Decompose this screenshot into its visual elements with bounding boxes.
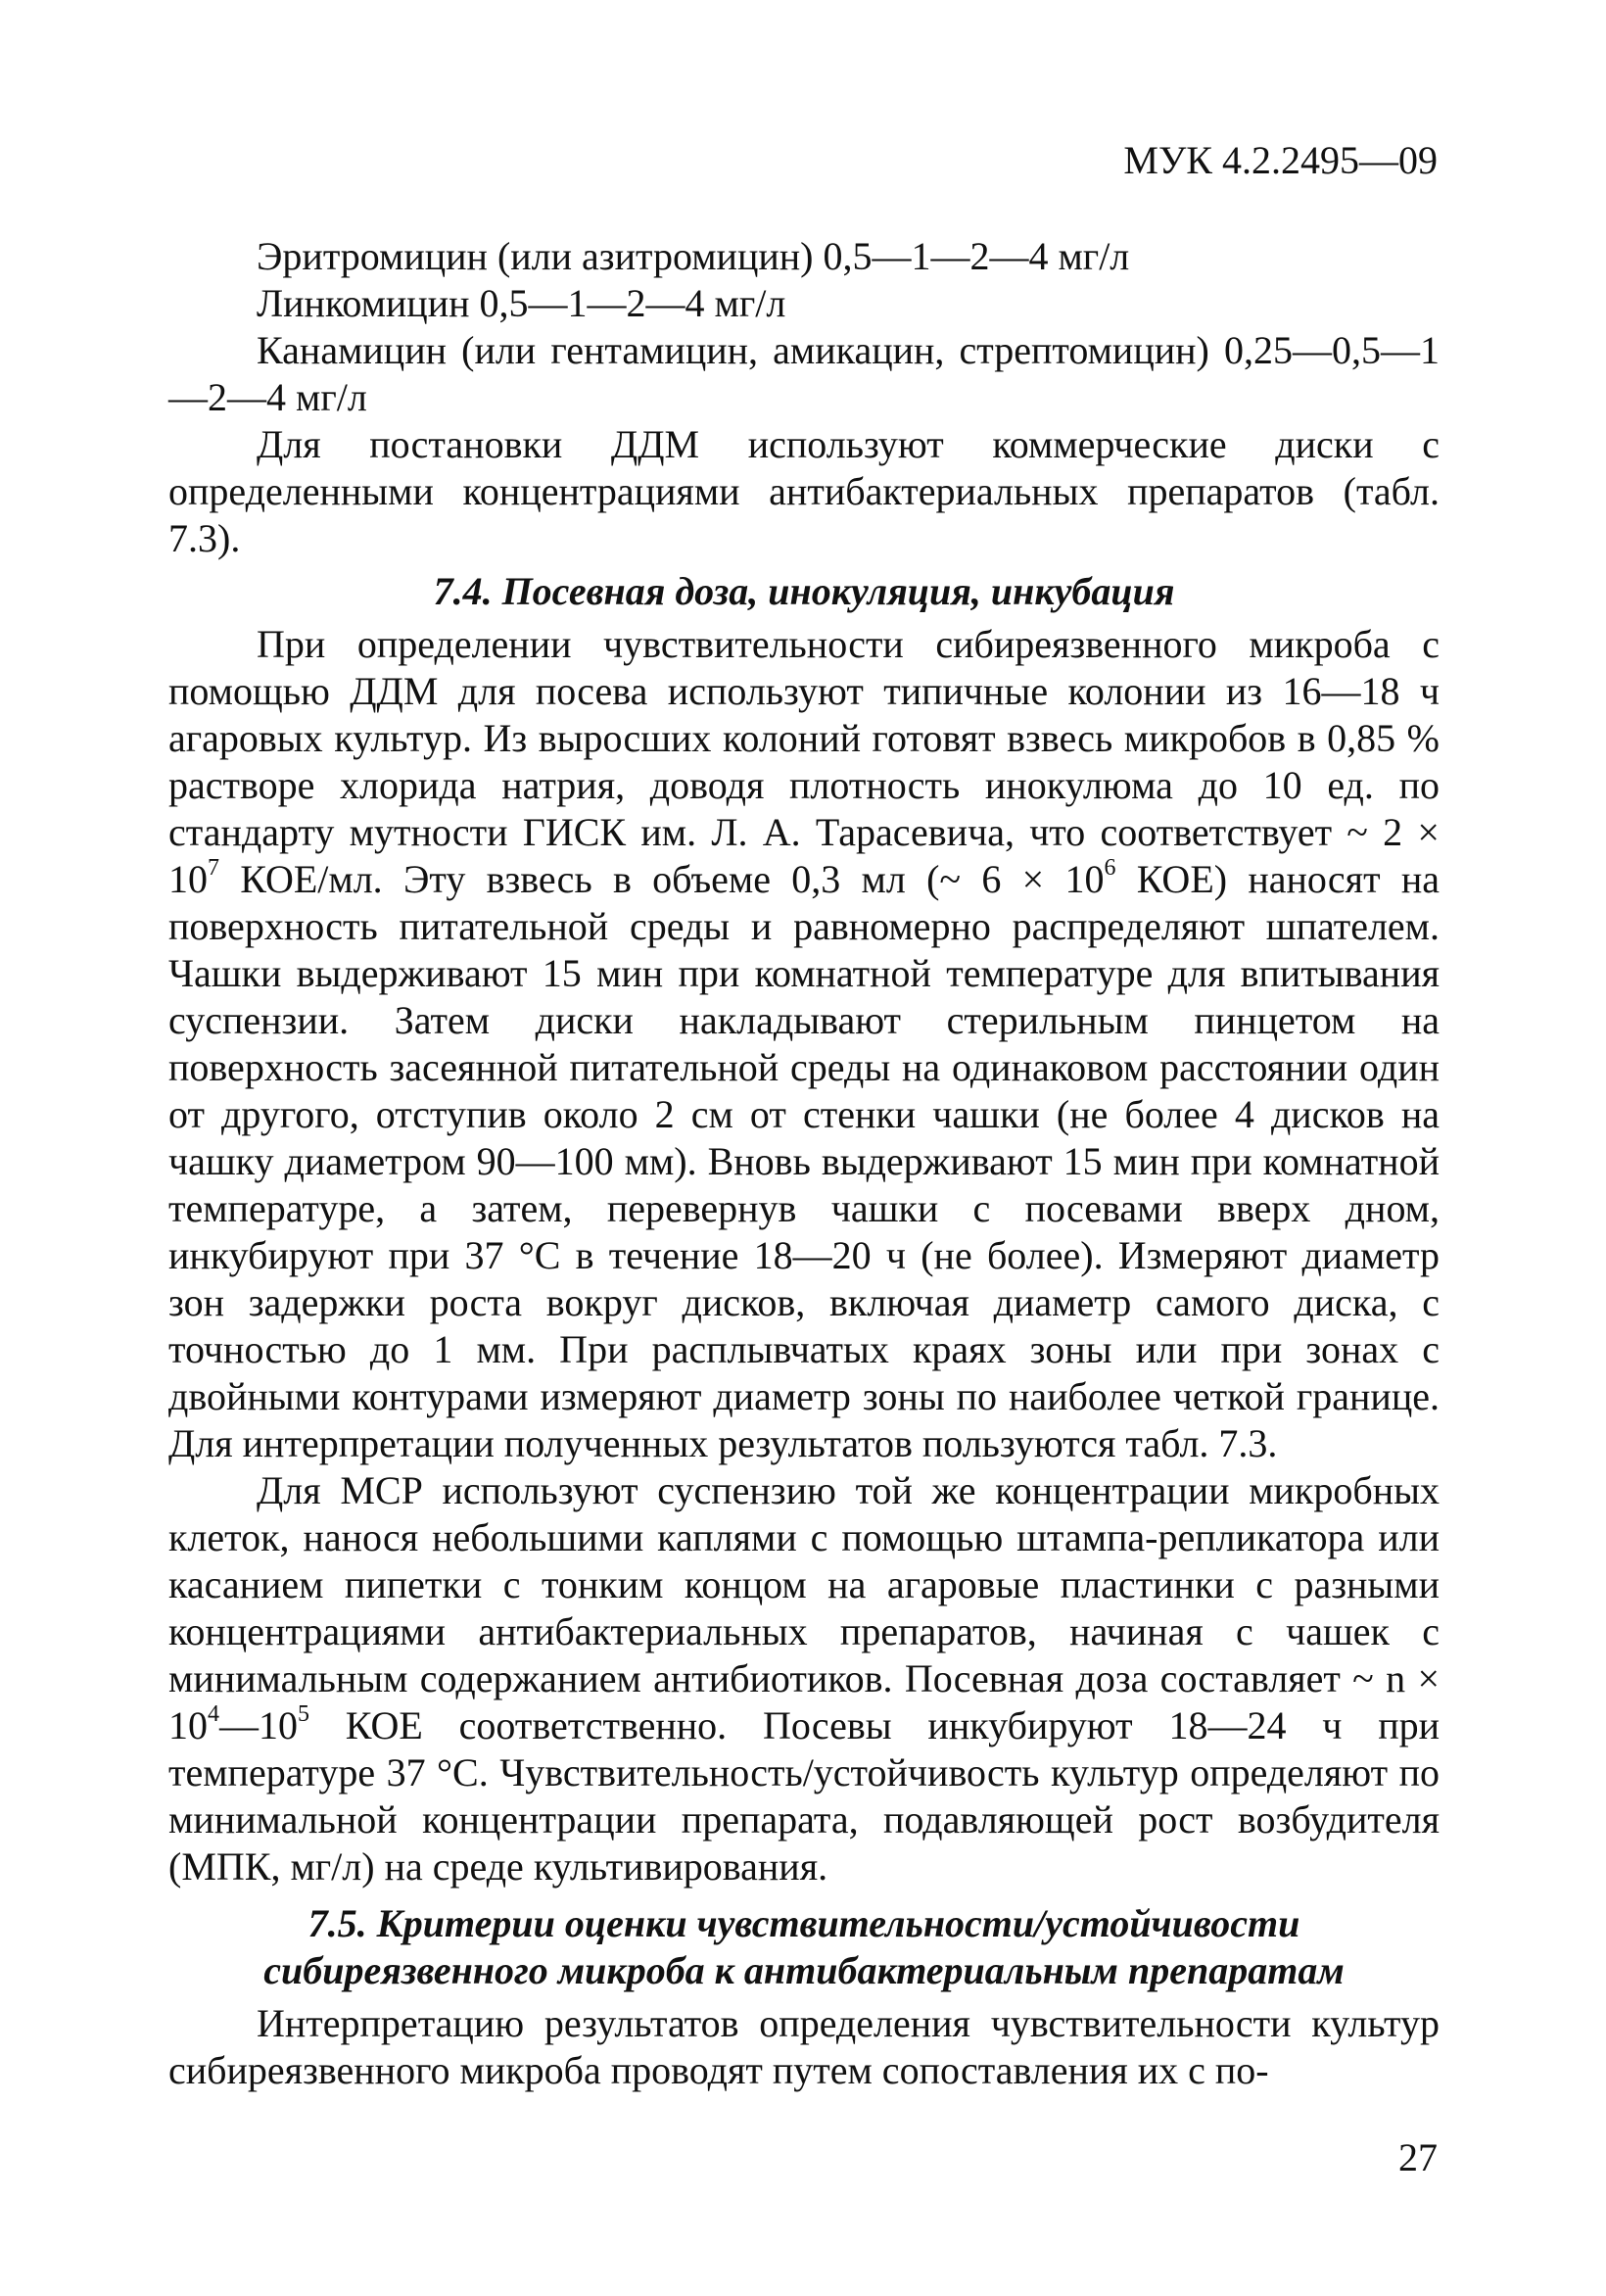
paragraph-inoculation: [168, 621, 1440, 1467]
text-run: КОЕ соответственно. Посевы инкубируют 18—24 ч при температуре 37 °С. Чувствительность/устойчивость культур определяют по минимальной концентрации препарата, подавляющей рост возбудителя (МПК, мг/л) на среде культивирования.: [168, 1703, 1440, 1889]
superscript: 4: [208, 1700, 219, 1727]
paragraph-interpretation: Интерпретацию результатов определения чувствительности культур сибиреязвенного микроба проводят путем сопоставления их с по-: [168, 2001, 1440, 2092]
heading-line: 7.5. Критерии оценки чувствительности/устойчивости: [307, 1901, 1300, 1945]
paragraph-msr: [168, 1467, 1440, 1890]
list-item-lincomycin: Линкомицин 0,5—1—2—4 мг/л: [257, 281, 786, 325]
superscript: 7: [208, 854, 219, 881]
page-number: 27: [1398, 2135, 1438, 2179]
list-item-kanamycin: Канамицин (или гентамицин, амикацин, стрептомицин) 0,25—0,5—1—2—4 мг/л: [168, 328, 1440, 419]
text-run: КОЕ/мл. Эту взвесь в объеме 0,3 мл (~ 6 × 10: [219, 857, 1105, 901]
text-run: Для МСР используют суспензию той же концентрации микробных клеток, нанося небольшими каплями с помощью штампа-репликатора или касанием пипетки с тонким концом на агаровые пластинки с разными концентрациями антибактериальных препаратов, начиная с чашек с минимальным содержанием антибиотиков. Посевная доза составляет ~ n × 10: [168, 1468, 1440, 1747]
list-item-erythromycin: Эритромицин (или азитромицин) 0,5—1—2—4 мг/л: [257, 234, 1130, 278]
text-run: При определении чувствительности сибиреязвенного микроба с помощью ДДМ для посева используют типичные колонии из 16—18 ч агаровых культур. Из выросших колоний готовят взвесь микробов в 0,85 % растворе хлорида натрия, доводя плотность инокулюма до 10 ед. по стандарту мутности ГИСК им. Л. А. Тарасевича, что соответствует ~ 2 × 10: [168, 622, 1440, 901]
text-run: —10: [219, 1703, 298, 1747]
section-heading-7-5: [168, 1900, 1440, 1994]
superscript: 6: [1104, 854, 1116, 881]
text-run: КОЕ) наносят на поверхность питательной среды и равномерно распределяют шпателем. Чашки выдерживают 15 мин при комнатной температуре для впитывания суспензии. Затем диски накладывают стерильным пинцетом на поверхность засеянной питательной среды на одинаковом расстоянии один от другого, отступив около 2 см от стенки чашки (не более 4 дисков на чашку диаметром 90—100 мм). Вновь выдерживают 15 мин при комнатной температуре, а затем, перевернув чашки с посевами вверх дном, инкубируют при 37 °С в течение 18—20 ч (не более). Измеряют диаметр зон задержки роста вокруг дисков, включая диаметр самого диска, с точностью до 1 мм. При расплывчатых краях зоны или при зонах с двойными контурами измеряют диаметр зоны по наиболее четкой границе. Для интерпретации полученных результатов пользуются табл. 7.3.: [168, 857, 1440, 1465]
heading-line: сибиреязвенного микроба к антибактериальным препаратам: [263, 1948, 1345, 1992]
section-heading-7-4: 7.4. Посевная доза, инокуляция, инкубация: [433, 569, 1175, 613]
paragraph-ddm-discs: Для постановки ДДМ используют коммерческие диски с определенными концентрациями антибактериальных препаратов (табл. 7.3).: [168, 422, 1440, 560]
document-code: МУК 4.2.2495—09: [1123, 138, 1438, 182]
superscript: 5: [298, 1700, 309, 1727]
page-body: [168, 233, 1440, 2094]
